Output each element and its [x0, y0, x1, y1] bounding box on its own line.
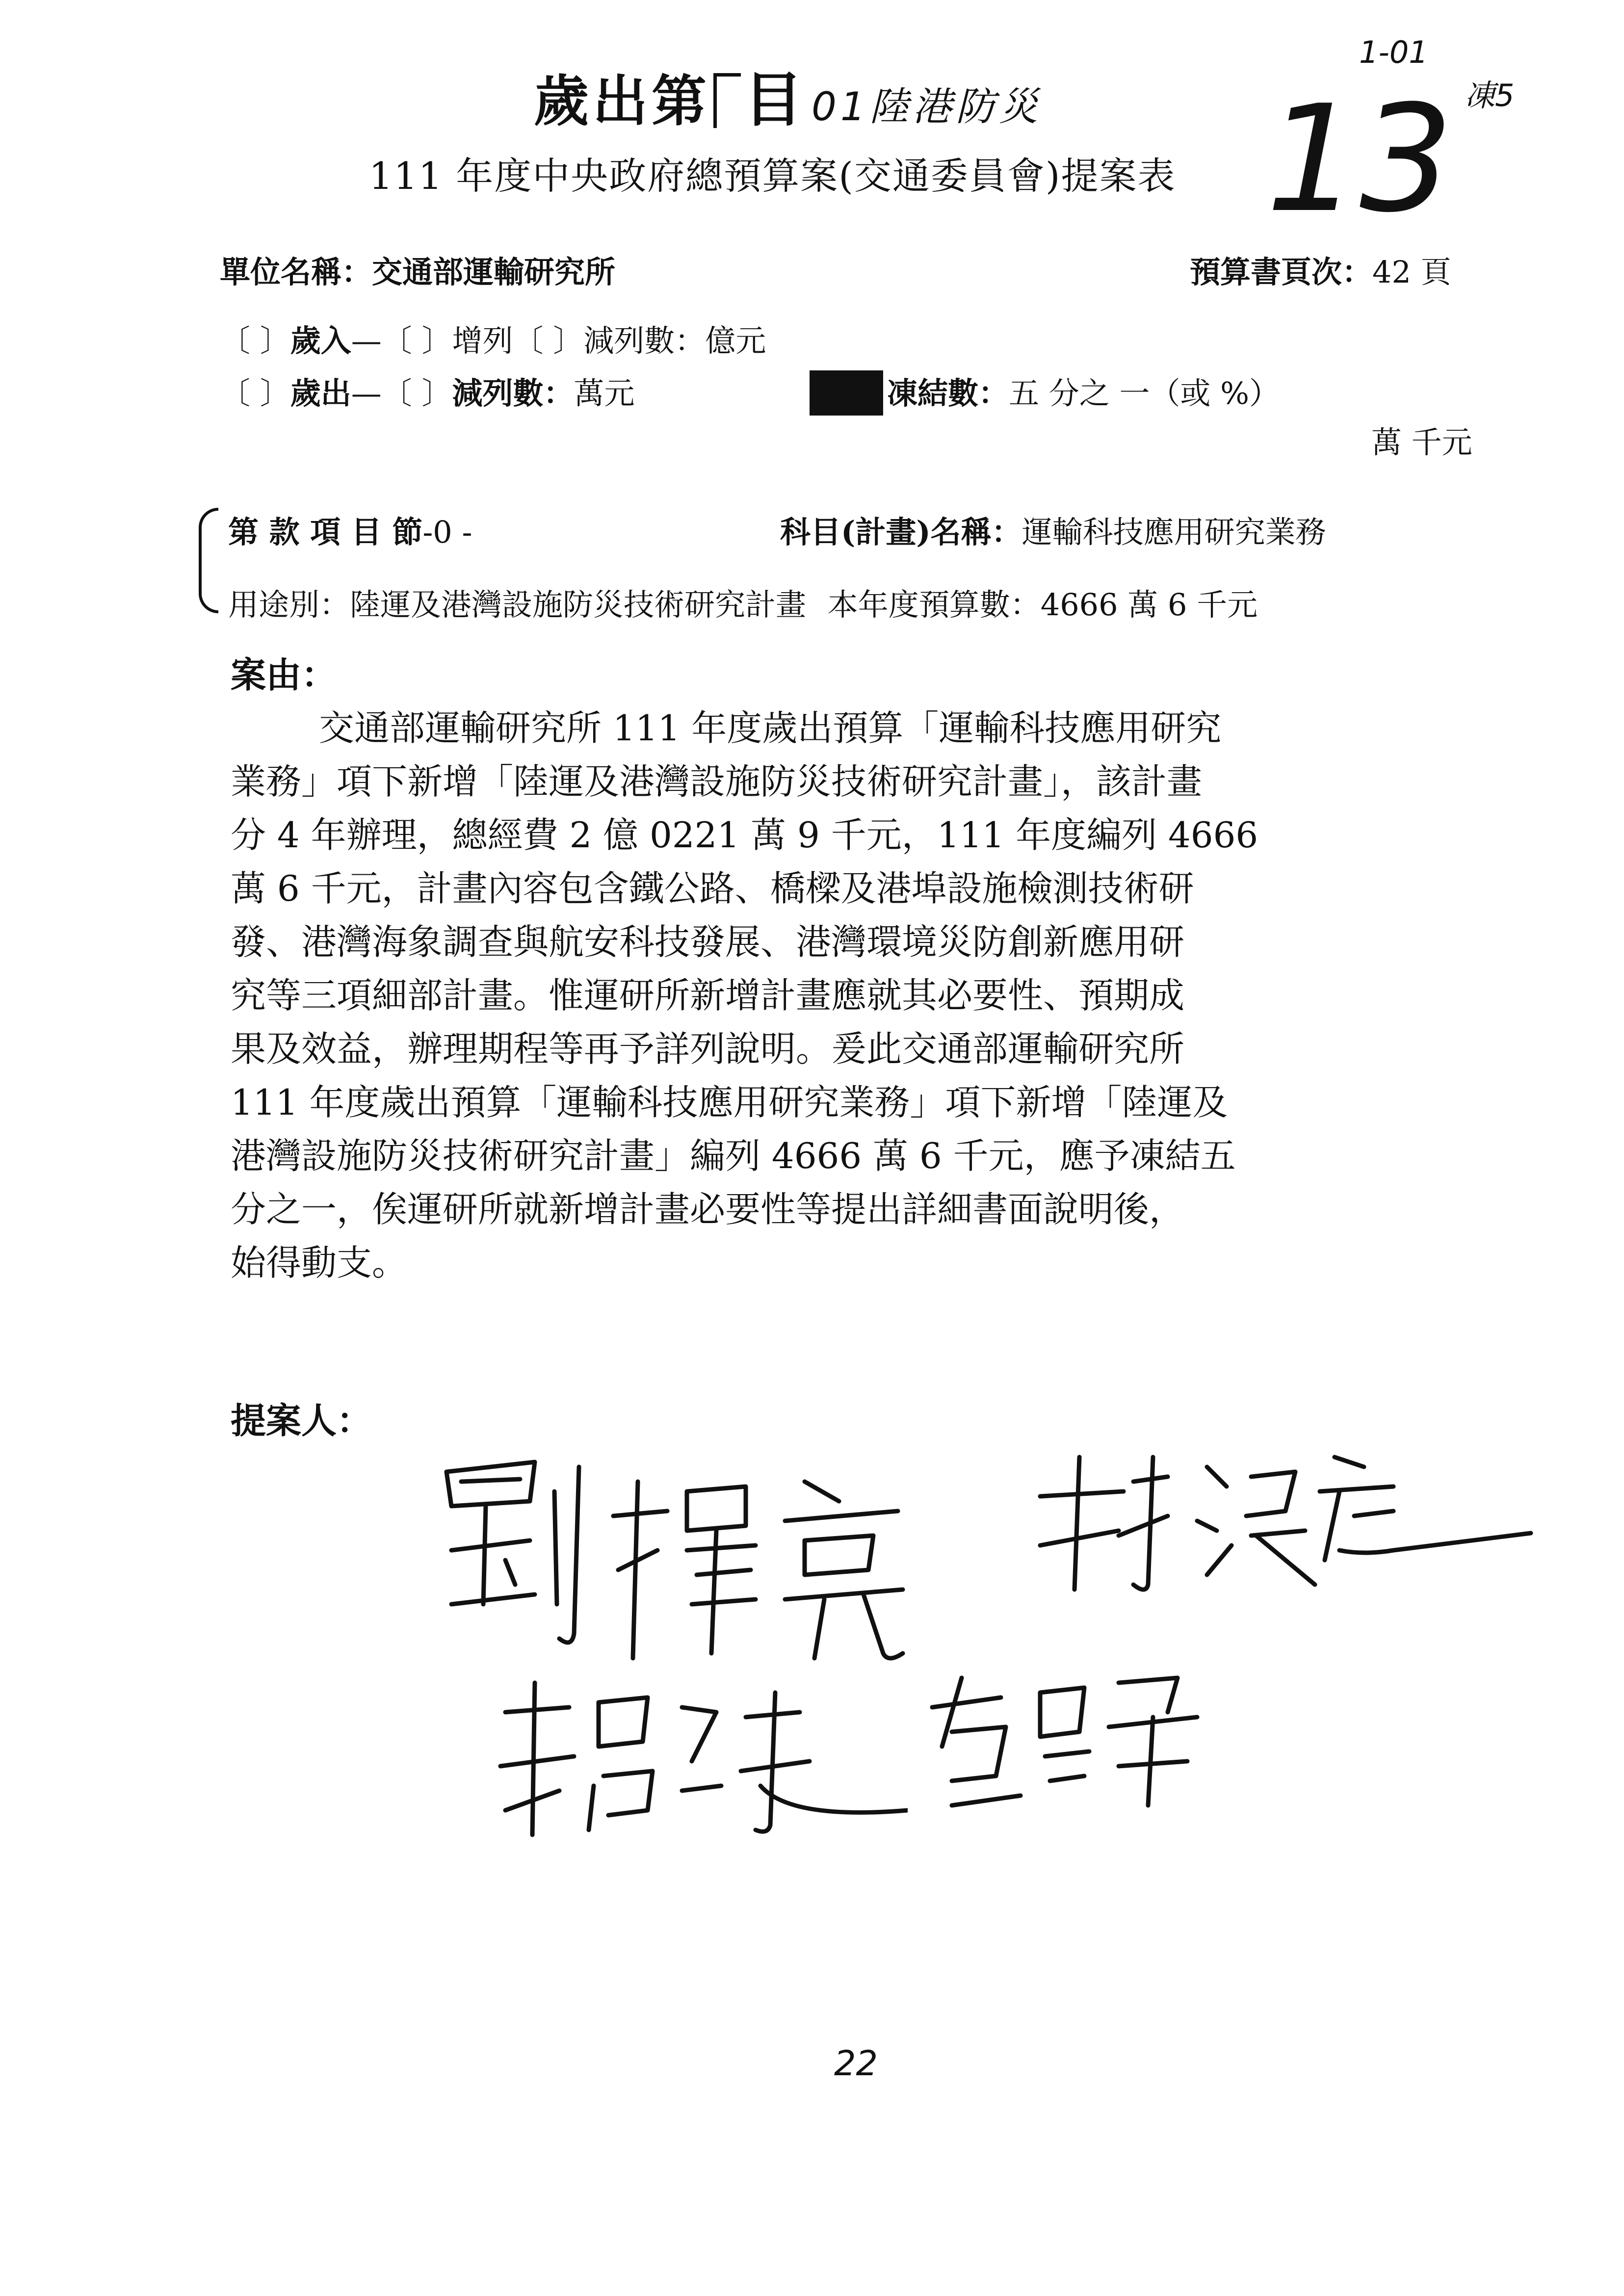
case-line: 究等三項細部計畫。惟運研所新增計畫應就其必要性、預期成	[231, 975, 1185, 1016]
subject-name-row	[780, 508, 1326, 551]
freeze-value: 五 分之 一（或 %）	[1009, 375, 1280, 411]
revenue-checkbox: 〔 〕	[220, 323, 290, 359]
expense-reduce-checkbox: 〔 〕	[381, 375, 452, 411]
budget-label: 本年度預算數：	[827, 587, 1041, 623]
use-value: 陸運及港灣設施防災技術研究計畫	[350, 587, 807, 623]
case-line: 111 年度歲出預算「運輸科技應用研究業務」項下新增「陸運及	[231, 1082, 1228, 1123]
use-row	[228, 580, 1257, 624]
handwritten-section-note: 01陸港防災	[812, 84, 1042, 130]
expense-reduce-unit: 萬元	[574, 375, 635, 411]
expense-reduce-label: 減列數：	[452, 375, 574, 411]
handwritten-page-number: 22	[834, 2043, 878, 2084]
revenue-dash: —	[351, 323, 382, 359]
proposer-label: 提案人：	[231, 1400, 372, 1441]
case-line: 分 4 年辦理，總經費 2 億 0221 萬 9 千元，111 年度編列 4666	[231, 814, 1258, 856]
revenue-line	[220, 316, 766, 360]
case-line: 交通部運輸研究所 111 年度歲出預算「運輸科技應用研究	[319, 707, 1222, 749]
freeze-row	[887, 369, 1280, 413]
expense-line	[220, 369, 634, 413]
case-line: 業務」項下新增「陸運及港灣設施防災技術研究計畫」，該計畫	[231, 761, 1203, 802]
revenue-reduce-checkbox: 〔 〕	[513, 323, 584, 359]
unit-row	[220, 248, 615, 291]
category-value: -0 -	[422, 514, 472, 550]
page-ref-label: 預算書頁次：	[1190, 254, 1373, 290]
budget-value: 4666 萬 6 千元	[1040, 587, 1258, 623]
handwritten-bracket-mark	[713, 73, 741, 128]
expense-dash: —	[351, 375, 382, 411]
use-label: 用途別：	[228, 587, 350, 623]
unit-label: 單位名稱：	[220, 254, 372, 290]
revenue-reduce-label: 減列數：億元	[583, 323, 766, 359]
category-row	[228, 508, 472, 551]
signature-2	[1021, 1437, 1541, 1594]
expense-checkbox: 〔 〕	[220, 375, 290, 411]
revenue-add-checkbox: 〔 〕	[381, 323, 452, 359]
freeze-label: 凍結數：	[887, 375, 1009, 411]
budget-section-header	[534, 53, 1042, 137]
section-prefix: 歲出第	[534, 69, 710, 133]
unit-value: 交通部運輸研究所	[372, 254, 616, 290]
case-heading: 案由：	[231, 654, 337, 696]
subject-name-value: 運輸科技應用研究業務	[1022, 514, 1326, 550]
case-body	[231, 702, 1438, 1290]
document-title: 111 年度中央政府總預算案(交通委員會)提案表	[369, 154, 1176, 198]
signature-4	[922, 1648, 1217, 1815]
handwritten-corner-tag: 凍5	[1465, 78, 1515, 113]
signature-1	[432, 1442, 991, 1668]
handwritten-corner-code: 1-01	[1359, 34, 1428, 70]
handwritten-proposal-number: 13	[1266, 74, 1453, 245]
case-line: 分之一，俟運研所就新增計畫必要性等提出詳細書面說明後，	[231, 1189, 1185, 1230]
case-line: 發、港灣海象調查與航安科技發展、港灣環境災防創新應用研	[231, 921, 1185, 963]
case-line: 果及效益，辦理期程等再予詳列說明。爰此交通部運輸研究所	[231, 1028, 1185, 1070]
section-mu: 目	[744, 65, 807, 134]
category-label: 第 款 項 目 節	[228, 514, 423, 550]
expense-label: 歲出	[290, 375, 351, 411]
signature-3	[486, 1663, 908, 1850]
subject-bracket	[199, 508, 218, 613]
case-line: 始得動支。	[231, 1242, 408, 1283]
page-ref	[1190, 248, 1451, 291]
case-line: 港灣設施防災技術研究計畫」編列 4666 萬 6 千元，應予凍結五	[231, 1135, 1236, 1176]
subject-name-label: 科目(計畫)名稱：	[780, 514, 1022, 550]
redaction-mark	[810, 370, 883, 416]
revenue-add-label: 增列	[452, 323, 513, 359]
freeze-units: 萬 千元	[1371, 424, 1472, 460]
case-line: 萬 6 千元，計畫內容包含鐵公路、橋樑及港埠設施檢測技術研	[231, 868, 1194, 909]
page-ref-value: 42 頁	[1372, 254, 1451, 290]
revenue-label: 歲入	[290, 323, 351, 359]
